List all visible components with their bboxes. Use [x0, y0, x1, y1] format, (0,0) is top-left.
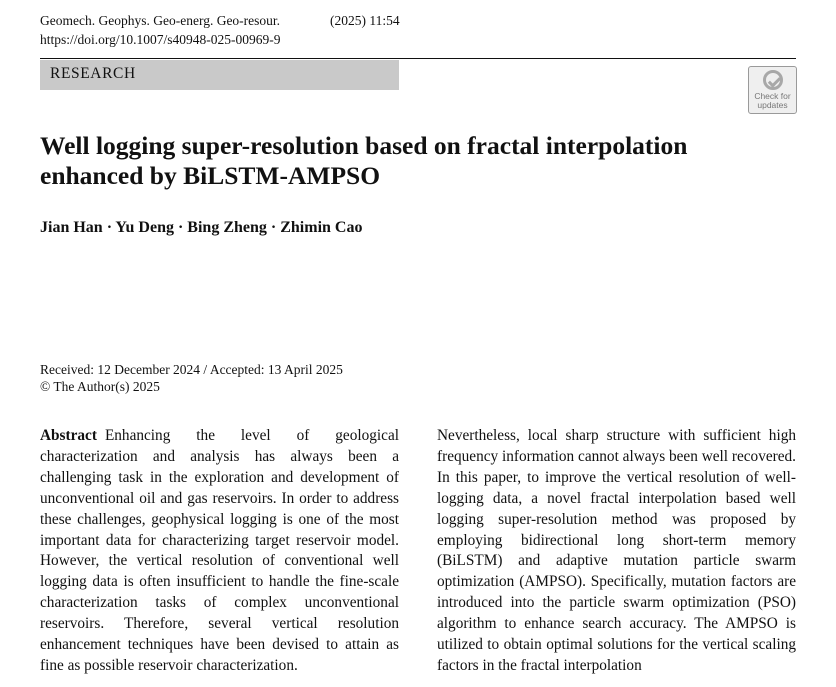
journal-header: [40, 11, 400, 49]
abstract-heading: Abstract: [40, 427, 97, 444]
journal-citation-line: [40, 11, 400, 30]
check-for-updates-badge[interactable]: [748, 66, 797, 114]
section-label: RESEARCH: [50, 65, 136, 82]
badge-line-2: updates: [757, 99, 788, 110]
article-dates: [40, 361, 343, 395]
abstract-left-column: [40, 426, 399, 677]
section-band: [40, 60, 399, 90]
journal-name: Geomech. Geophys. Geo-energ. Geo-resour.: [40, 13, 281, 28]
abstract-right-column: [437, 426, 796, 677]
check-mark-icon: [763, 70, 783, 90]
journal-year-issue: (2025) 11:54: [330, 13, 400, 28]
received-accepted: Received: 12 December 2024 / Accepted: 13 April 2025: [40, 362, 343, 377]
author-list: Jian Han · Yu Deng · Bing Zheng · Zhimin Cao: [40, 219, 363, 236]
abstract-text-left: Enhancing the level of geological characterization and analysis has always been a challenging task in the exploration and development of unconventional oil and gas reservoirs. In order to address these challenges, geophysical logging is one of the most important data for characterizing target reservoir model. However, the vertical resolution of conventional well logging data is often insufficient to handle the fine-scale characterization tasks of complex unconventional reservoirs. Therefore, several vertical resolution enhancement techniques have been devised to attain as fine as possible reservoir characterization.: [40, 427, 399, 674]
abstract-text-right: Nevertheless, local sharp structure with sufficient high frequency information cannot always been well recovered. In this paper, to improve the vertical resolution of well-logging data, a novel fractal interpolation based well logging super-resolution method was proposed by employing bidirectional long short-term memory (BiLSTM) and adaptive mutation particle swarm optimization (AMPSO). Specifically, mutation factors are introduced into the particle swarm optimization (PSO) algorithm to enhance search accuracy. The AMPSO is utilized to obtain optimal solutions for the vertical scaling factors in the fractal interpolation: [437, 427, 796, 674]
header-rule: [40, 58, 796, 59]
badge-line-1: Check for: [754, 91, 791, 101]
doi-link[interactable]: https://doi.org/10.1007/s40948-025-00969-9: [40, 32, 281, 47]
paper-title: Well logging super-resolution based on fractal interpolation enhanced by BiLSTM-AMPSO: [40, 131, 688, 190]
copyright-line: © The Author(s) 2025: [40, 379, 160, 394]
